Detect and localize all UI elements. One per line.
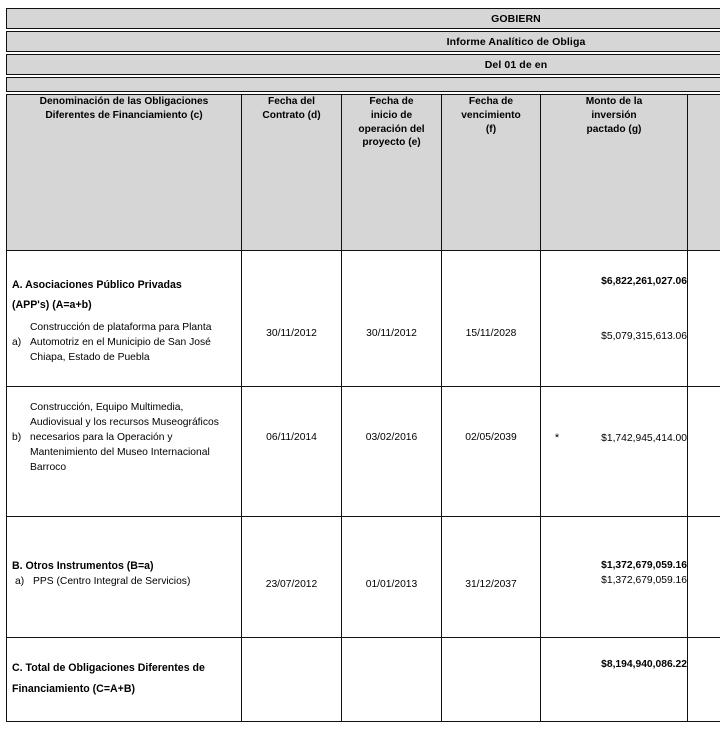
- item-b1-monto: $1,372,679,059.16: [601, 575, 687, 587]
- section-a-denominacion-cell: [7, 251, 242, 387]
- section-a-title: [7, 275, 241, 315]
- item-a-marker: a): [12, 337, 22, 349]
- section-b-denominacion-cell: [7, 516, 242, 638]
- column-header-fecha-inicio: [342, 95, 442, 251]
- item-a-fecha-contrato-cell: [242, 251, 342, 387]
- item-a-description: Construcción de plataforma para Planta Automotriz en el Municipio de San José Chiapa, Estado de Puebla: [30, 322, 212, 364]
- column-header-fecha-contrato-line2: Contrato (d): [262, 109, 321, 121]
- item-b-fecha-vencimiento-cell: [442, 387, 541, 517]
- column-header-fecha-vencimiento-line2: vencimiento: [461, 109, 521, 121]
- item-b-fecha-inicio: 03/02/2016: [365, 432, 418, 444]
- item-b1-marker: a): [15, 575, 25, 587]
- item-b-footnote-asterisk-icon: *: [554, 432, 560, 445]
- item-b-description: Construcción, Equipo Multimedia, Audiovisual y los recursos Museográficos necesarios para la Operación y Mantenimiento del Museo Internacional Barroco: [30, 402, 219, 473]
- item-b1-fecha-contrato-cell: [242, 516, 342, 638]
- table-row: [7, 387, 720, 517]
- report-sheet: [6, 8, 720, 722]
- section-b-title: [7, 559, 241, 575]
- report-title-line-1: [6, 8, 720, 29]
- column-header-denominacion: [7, 95, 242, 251]
- item-b-fecha-vencimiento: 02/05/2039: [465, 432, 517, 444]
- section-c-monto-cell: [541, 638, 688, 721]
- column-header-fecha-contrato: [242, 95, 342, 251]
- item-b1-description: PPS (Centro Integral de Servicios): [33, 575, 191, 587]
- item-a-monto: $5,079,315,613.06: [601, 330, 687, 342]
- column-header-fecha-inicio-line1: Fecha de: [369, 96, 414, 107]
- section-c-fecha-vencimiento-cell: [442, 638, 541, 721]
- report-title-line-1-text: GOBIERN: [491, 12, 541, 25]
- item-a-fecha-vencimiento: 15/11/2028: [465, 328, 517, 339]
- report-subtitle-text: Informe Analítico de Obliga: [446, 35, 586, 48]
- item-a-fecha-inicio: 30/11/2012: [366, 328, 417, 339]
- table-row: [7, 516, 720, 638]
- column-header-fecha-inicio-line3: operación del: [358, 123, 425, 135]
- section-c-fecha-contrato-cell: [242, 638, 342, 721]
- section-b-title-line1: B. Otros Instrumentos (B=a): [12, 559, 154, 572]
- report-spacer-band: [6, 77, 720, 92]
- item-a-row: [7, 321, 241, 366]
- item-a-fecha-vencimiento-cell: [442, 251, 541, 387]
- section-c-denominacion-cell: [7, 638, 242, 721]
- table-row: [7, 638, 720, 721]
- table-row: [7, 251, 720, 387]
- item-b-marker: b): [12, 432, 22, 444]
- section-a-monto-cell: [541, 251, 688, 387]
- item-b1-fecha-inicio-cell: [342, 516, 442, 638]
- column-header-denominacion-line1: Denominación de las Obligaciones: [39, 96, 209, 107]
- section-a-total-monto: $6,822,261,027.06: [601, 276, 687, 287]
- item-b1-fecha-vencimiento-cell: [442, 516, 541, 638]
- column-header-monto-line1: Monto de la: [585, 96, 643, 107]
- table-body: [7, 251, 720, 722]
- column-header-monto-line3: pactado (g): [586, 123, 642, 135]
- item-b-monto-line: [541, 431, 687, 447]
- column-header-fecha-inicio-line4: proyecto (e): [362, 137, 421, 149]
- obligations-table: [6, 94, 720, 722]
- item-b-fecha-contrato-cell: [242, 387, 342, 517]
- item-b1-fecha-contrato: 23/07/2012: [265, 578, 318, 590]
- item-b1-row: [7, 575, 241, 590]
- section-b-monto-cell: [541, 516, 688, 638]
- item-b-fecha-contrato: 06/11/2014: [266, 432, 317, 444]
- column-header-fecha-vencimiento-line3: (f): [485, 123, 497, 135]
- column-header-fecha-vencimiento-line1: Fecha de: [468, 96, 514, 107]
- column-header-offscreen-1: [688, 95, 720, 251]
- column-header-fecha-vencimiento: [442, 95, 541, 251]
- report-period-text: Del 01 de en: [484, 58, 548, 71]
- column-header-fecha-contrato-line1: Fecha del: [268, 96, 315, 107]
- table-header-row: [7, 95, 720, 251]
- item-a-fecha-inicio-cell: [342, 251, 442, 387]
- column-header-monto-line2: inversión: [591, 109, 637, 121]
- report-period-line: [6, 54, 720, 75]
- section-c-fecha-inicio-cell: [342, 638, 442, 721]
- column-header-fecha-inicio-line2: inicio de: [370, 109, 413, 121]
- section-c-title-line1: C. Total de Obligaciones Diferentes de: [12, 662, 205, 675]
- item-b1-fecha-vencimiento: 31/12/2037: [465, 578, 517, 590]
- item-a-offscreen-cell-1: [688, 251, 720, 387]
- item-b-row: [7, 401, 241, 476]
- item-b-monto: $1,742,945,414.00: [601, 433, 687, 445]
- item-b-monto-cell: [541, 387, 688, 517]
- report-subtitle-line: [6, 31, 720, 52]
- section-b-total-monto: $1,372,679,059.16: [601, 559, 687, 571]
- column-header-denominacion-line2: Diferentes de Financiamiento (c): [45, 109, 203, 121]
- section-c-offscreen-cell-1: [688, 638, 720, 721]
- section-a-title-line2: (APP's) (A=a+b): [12, 299, 92, 312]
- item-b-fecha-inicio-cell: [342, 387, 442, 517]
- item-b1-fecha-inicio: 01/01/2013: [365, 578, 418, 590]
- column-header-monto-inversion: [541, 95, 688, 251]
- item-b1-offscreen-cell-1: [688, 516, 720, 638]
- section-c-total-monto: $8,194,940,086.22: [601, 659, 687, 671]
- section-c-title: [7, 658, 241, 698]
- table-header: [7, 95, 720, 251]
- item-b-offscreen-cell-1: [688, 387, 720, 517]
- item-b-denominacion-cell: [7, 387, 242, 517]
- item-a-fecha-contrato: 30/11/2012: [266, 328, 317, 339]
- section-a-title-line1: A. Asociaciones Público Privadas: [12, 279, 182, 291]
- section-c-title-line2: Financiamiento (C=A+B): [12, 682, 136, 695]
